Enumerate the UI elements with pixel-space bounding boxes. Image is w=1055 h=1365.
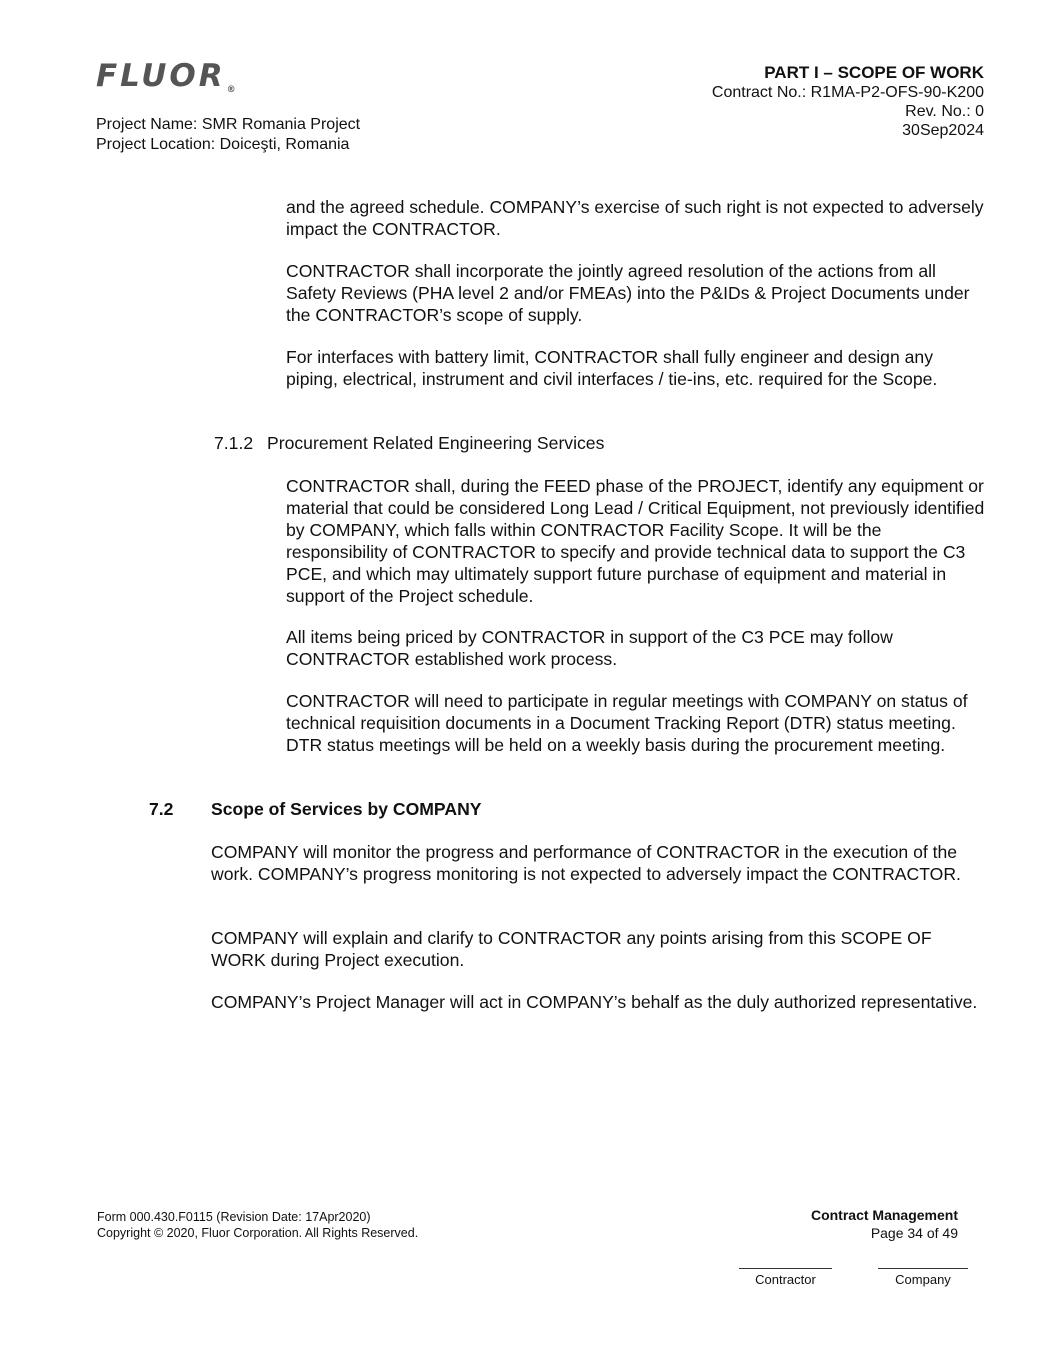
project-name: Project Name: SMR Romania Project	[96, 116, 361, 133]
company-label: Company	[895, 1272, 951, 1287]
part-title: PART I – SCOPE OF WORK	[764, 63, 984, 82]
paragraph: COMPANY will monitor the progress and performance of CONTRACTOR in the execution of the work. COMPANY’s progress monitoring is not expected to adversely impact the CONTRACTOR.	[211, 842, 961, 884]
paragraph: For interfaces with battery limit, CONTRACTOR shall fully engineer and design any piping, electrical, instrument and civil interfaces / tie-ins, etc. required for the Scope.	[286, 347, 938, 389]
paragraph: CONTRACTOR shall incorporate the jointly agreed resolution of the actions from all Safety Reviews (PHA level 2 and/or FMEAs) into the P&IDs & Project Documents under the CONTRACTOR’s scope of supply.	[286, 261, 970, 325]
form-number: Form 000.430.F0115 (Revision Date: 17Apr2020)	[97, 1210, 371, 1224]
project-location: Project Location: Doiceşti, Romania	[96, 136, 350, 153]
section-title: Scope of Services by COMPANY	[211, 799, 482, 819]
paragraph: All items being priced by CONTRACTOR in support of the C3 PCE may follow CONTRACTOR established work process.	[286, 627, 893, 669]
footer-page-info	[811, 1206, 958, 1242]
department-label: Contract Management	[810, 1207, 958, 1223]
company-signature-block	[878, 1268, 968, 1287]
paragraph: COMPANY will explain and clarify to CONTRACTOR any points arising from this SCOPE OF WORK during Project execution.	[211, 928, 932, 970]
paragraph: COMPANY’s Project Manager will act in COMPANY’s behalf as the duly authorized representative.	[211, 992, 978, 1012]
footer-form-info	[97, 1209, 418, 1241]
subsection-title: Procurement Related Engineering Services	[267, 433, 605, 453]
logo-text: FLUOR	[96, 58, 226, 94]
signature-line	[878, 1268, 968, 1269]
document-date: 30Sep2024	[902, 122, 984, 139]
contractor-label: Contractor	[755, 1272, 816, 1287]
page-number: Page 34 of 49	[870, 1225, 958, 1241]
contract-number: Contract No.: R1MA-P2-OFS-90-K200	[711, 84, 984, 101]
revision-number: Rev. No.: 0	[905, 103, 984, 120]
registered-mark: ®	[226, 85, 236, 95]
paragraph: and the agreed schedule. COMPANY’s exercise of such right is not expected to adversely impact the CONTRACTOR.	[286, 197, 984, 239]
subsection-heading-7-1-2	[214, 432, 604, 454]
subsection-number: 7.1.2	[214, 433, 254, 453]
document-header-info	[712, 63, 984, 140]
copyright: Copyright © 2020, Fluor Corporation. All Rights Reserved.	[97, 1226, 419, 1240]
fluor-logo	[96, 58, 236, 108]
contractor-signature-block	[739, 1268, 832, 1287]
paragraph: CONTRACTOR will need to participate in regular meetings with COMPANY on status of technical requisition documents in a Document Tracking Report (DTR) status meeting. DTR status meetings will be held on a weekly basis during the procurement meeting.	[286, 691, 968, 755]
project-info	[96, 115, 360, 155]
signature-line	[739, 1268, 832, 1269]
section-heading-7-2	[149, 798, 482, 820]
section-number: 7.2	[149, 799, 174, 819]
paragraph: CONTRACTOR shall, during the FEED phase of the PROJECT, identify any equipment or material that could be considered Long Lead / Critical Equipment, not previously identified by COMPANY, which falls within CONTRACTOR Facility Scope. It will be the responsibility of CONTRACTOR to specify and provide technical data to support the C3 PCE, and which may ultimately support future purchase of equipment and material in support of the Project schedule.	[286, 476, 985, 606]
